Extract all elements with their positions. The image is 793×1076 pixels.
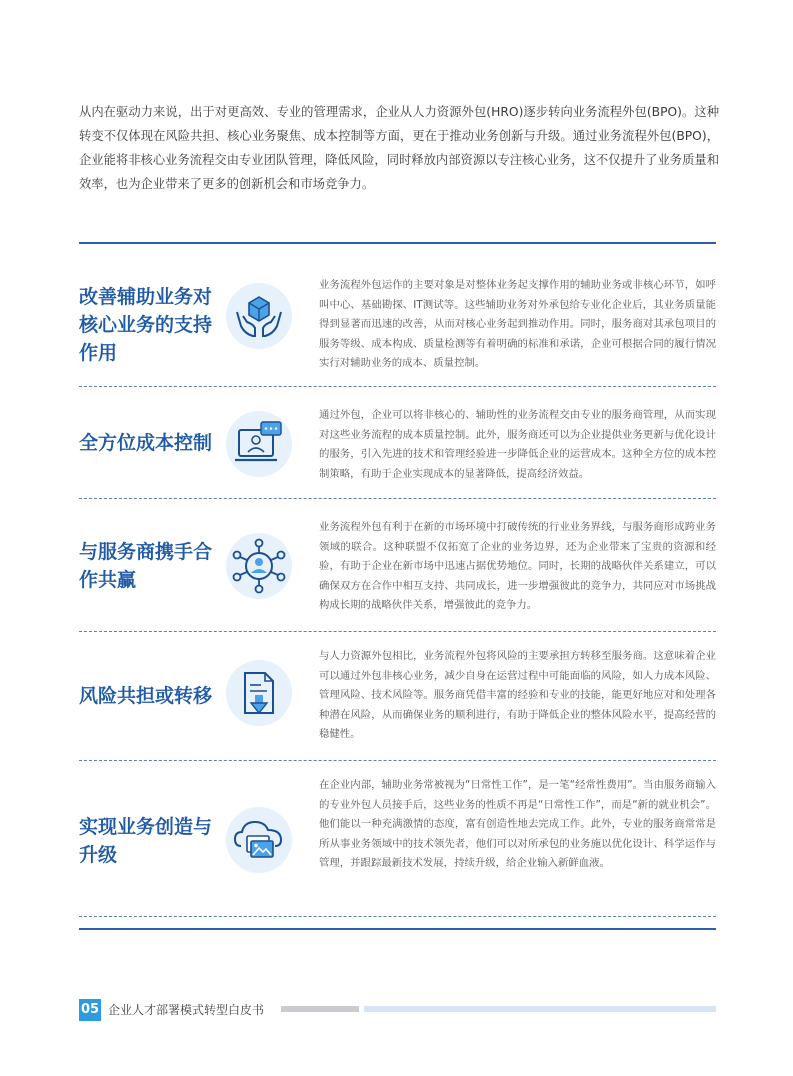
footer-title: 企业人才部署模式转型白皮书 [108,1003,265,1017]
intro-paragraph: 从内在驱动力来说，出于对更高效、专业的管理需求，企业从人力资源外包(HRO)逐步转向业务流程外包(BPO)。这种转变不仅体现在风险共担、核心业务聚焦、成本控制等方面，更在于推动业务创新与升级。通过业务流程外包(BPO)，企业能将非核心业务流程交由专业团队管理，降低风险，同时释放内部资源以专注核心业务，这不仅提升了业务质量和效率，也为企业带来了更多的创新机会和市场竞争力。 [79,105,719,191]
section-title: 实现业务创造与升级 [79,816,213,866]
network-people-icon [225,532,293,600]
footer-bar-gray [281,1006,359,1012]
footer-bar-blue [364,1006,716,1012]
section-text: 业务流程外包有利于在新的市场环境中打破传统的行业业务界线，与服务商形成跨业务领域的联合。这种联盟不仅拓宽了企业的业务边界，还为企业带来了宝贵的资源和经验，有助于企业在新市场中迅速占据优势地位。同时，长期的战略伙伴关系建立，可以确保双方在合作中相互支持、共同成长，进一步增强彼此的竞争力，共同应对市场挑战构成长期的战略伙伴关系，增强彼此的竞争力。 [319,521,716,611]
section-title: 全方位成本控制 [79,432,213,454]
page-number: 05 [79,999,101,1021]
divider [79,498,716,499]
document-transfer-icon [225,659,293,727]
section-title: 风险共担或转移 [79,685,213,707]
cloud-gallery-icon [225,806,293,874]
divider [79,631,716,632]
divider [79,916,716,917]
hands-cube-icon [225,282,293,350]
monitor-chat-icon [225,410,293,478]
section-text: 与人力资源外包相比，业务流程外包将风险的主要承担方转移至服务商。这意味着企业可以通过外包非核心业务，减少自身在运营过程中可能面临的风险，如人力成本风险、管理风险、技术风险等。服务商凭借丰富的经验和专业的技能，能更好地应对和处理各种潜在风险，从而确保业务的顺利进行，有助于降低企业的整体风险水平，提高经营的稳健性。 [319,650,716,740]
section-text: 通过外包，企业可以将非核心的、辅助性的业务流程交由专业的服务商管理，从而实现对这些业务流程的成本质量控制。此外，服务商还可以为企业提供业务更新与优化设计的服务，引入先进的技术和管理经验进一步降低企业的运营成本。这种全方位的成本控制策略，有助于企业实现成本的显著降低，提高经济效益。 [319,409,716,480]
section-title: 改善辅助业务对核心业务的支持作用 [79,286,213,364]
section-title: 与服务商携手合作共赢 [79,541,213,591]
top-rule [79,242,716,244]
bottom-rule [79,928,716,930]
divider [79,386,716,387]
section-text: 在企业内部，辅助业务常被视为“日常性工作”，是一笔“经常性费用”。当由服务商输入的专业外包人员接手后，这些业务的性质不再是“日常性工作”，而是“新的就业机会”。他们能以一种充满激情的态度，富有创造性地去完成工作。此外，专业的服务商常常是所从事业务领域中的技术领先者，他们可以对所承包的业务施以优化设计、科学运作与管理，并跟踪最新技术发展，持续升级，给企业输入新鲜血液。 [319,779,716,869]
section-text: 业务流程外包运作的主要对象是对整体业务起支撑作用的辅助业务或非核心环节，如呼叫中心、基础勘探、IT测试等。这些辅助业务对外承包给专业化企业后，其业务质量能得到显著而迅速的改善，从而对核心业务起到推动作用。同时，服务商对其承包项目的服务等级、成本构成、质量检测等有着明确的标准和承诺，企业可根据合同的履行情况实行对辅助业务的成本、质量控制。 [319,279,716,369]
divider [79,760,716,761]
